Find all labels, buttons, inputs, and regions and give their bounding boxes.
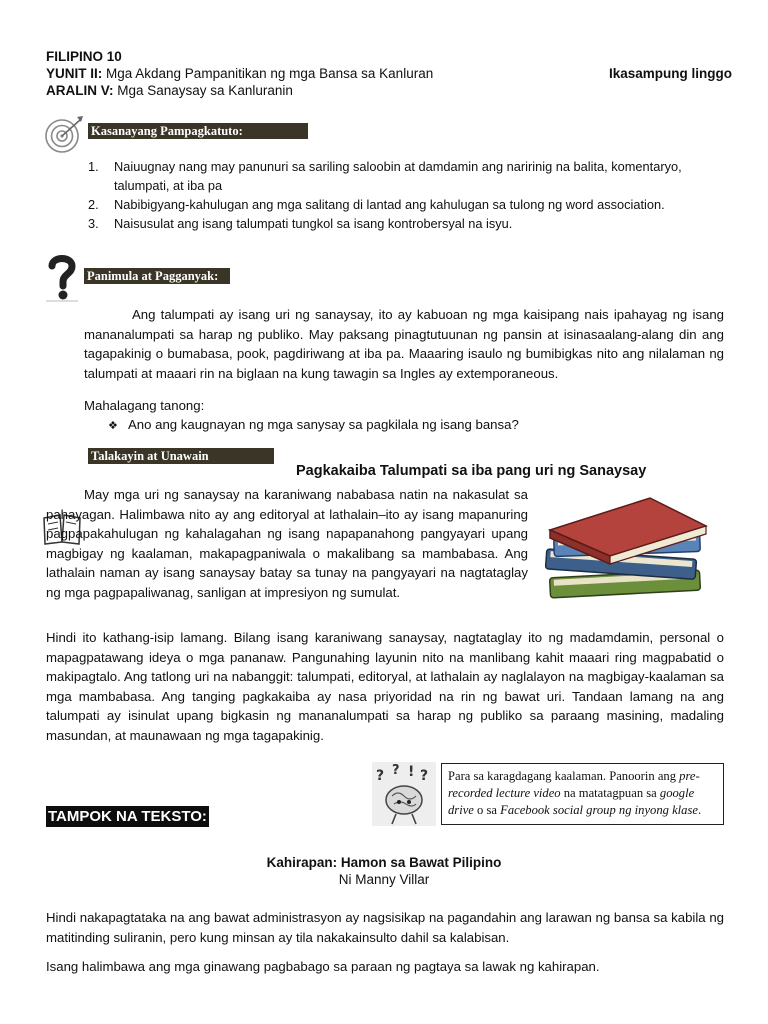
svg-text:?: ? xyxy=(376,768,385,784)
text-paragraph-1: Hindi nakapagtataka na ang bawat administrasyon ay nagsisikap na pagandahin ang larawan ng bansa sa kabila ng matitinding suliranin, pero kung minsan ay tila nakakainsulto dahil sa kalabisan. xyxy=(46,910,724,945)
tip-box: Para sa karagdagang kaalaman. Panoorin ang pre-recorded lecture video na matatagpuan sa google drive o sa Facebook social group ng inyong klase. xyxy=(441,763,724,825)
question-mark-icon xyxy=(42,252,82,304)
intro-paragraph: Ang talumpati ay isang uri ng sanaysay, ito ay kabuoan ng mga kaisipang nais ipahayag ng isang mananalumpati sa harap ng publiko. May paksang pinagtutuunan ng pansin at isinasaalang-alang din ang tagapakinig o bumabasa, pook, pagdiriwang at iba pa. Maaaring isaulo ng bumibigkas nito ang nilalaman ng talumpati at maaari rin na biglaan na kung tawagin sa Ingles ay extemporaneous. xyxy=(84,307,724,381)
unit-line: YUNIT II: Mga Akdang Pampanitikan ng mga Bansa sa Kanluran xyxy=(46,66,434,81)
target-icon xyxy=(44,114,84,154)
list-item: 3. Naisusulat ang isang talumpati tungkol sa isang kontrobersyal na isyu. xyxy=(88,216,513,231)
section-kasanayan: Kasanayang Pampagkatuto: xyxy=(88,123,308,139)
text-paragraph-2: Isang halimbawa ang mga ginawang pagbabago sa paraan ng pagtaya sa lawak ng kahirapan. xyxy=(46,959,600,974)
books-icon xyxy=(540,490,714,602)
text-title: Kahirapan: Hamon sa Bawat Pilipino xyxy=(266,855,502,870)
discussion-paragraph-2: Hindi ito kathang-isip lamang. Bilang isang karaniwang sanaysay, nagtataglay ito ng madamdamin, personal o mapagpatawang ideya o mga pananaw. Pangunahing layunin nito na manlibang kahit maaari ring magpabatid o makipagtalo. Ang tatlong uri na nabanggit: talumpati, editoryal, at lathalain ay naglalayon na magbigay-kaalaman sa mga mambabasa. Ang tanging pagkakaiba ay nasa priyoridad na rin ng bawat uri. Tandaan lamang na ang talumpati ay isinulat upang bigkasin ng mananalumpati sa harap ng publiko sa paraang masining, madaling masundan, at maunawaan ng mga tagapakinig. xyxy=(46,630,724,743)
week-label: Ikasampung linggo xyxy=(609,66,733,81)
thinking-brain-icon xyxy=(372,762,436,826)
important-question: ❖ Ano ang kaugnayan ng mga sanysay sa pagkilala ng isang bansa? xyxy=(108,417,519,432)
list-item: 1. Naiuugnay nang may panunuri sa sariling saloobin at damdamin ang naririnig na balita, komentaryo, talumpati, at iba pa xyxy=(88,159,682,193)
important-label: Mahalagang tanong: xyxy=(84,398,205,413)
discussion-paragraph-1: May mga uri ng sanaysay na karaniwang nababasa natin na nakasulat sa pahayagan. Halimbawa nito ay ang editoryal at lathalain–ito ay isang mapanuring pagpapakahulugan ng kahalagahan ng isang napapanahong pangyayari upang magbigay ng kaalaman, makapagpaniwala o makalibang sa mambabasa. Ang lathalain naman ay isang sanaysay batay sa tunay na pangyayari na nagtataglay ng mga pagpapaliwanag, sanligan at impresiyon ng sumulat. xyxy=(46,487,528,600)
subject-title: FILIPINO 10 xyxy=(46,49,122,64)
section-tampok: TAMPOK NA TEKSTO: xyxy=(48,808,207,825)
list-item: 2. Nabibigyang-kahulugan ang mga salitang di lantad ang kahulugan sa tulong ng word association. xyxy=(88,197,665,212)
objectives-list xyxy=(88,157,728,233)
text-author: Ni Manny Villar xyxy=(338,872,430,887)
lesson-line: ARALIN V: Mga Sanaysay sa Kanluranin xyxy=(46,83,293,98)
section-panimula: Panimula at Pagganyak: xyxy=(84,268,230,284)
discussion-title: Pagkakaiba Talumpati sa iba pang uri ng Sanaysay xyxy=(296,463,647,479)
svg-text:?: ? xyxy=(392,763,400,778)
svg-text:?: ? xyxy=(420,768,429,784)
section-talakayin: Talakayin at Unawain xyxy=(88,448,274,464)
diamond-bullet-icon: ❖ xyxy=(108,420,118,432)
svg-text:!: ! xyxy=(408,764,415,780)
